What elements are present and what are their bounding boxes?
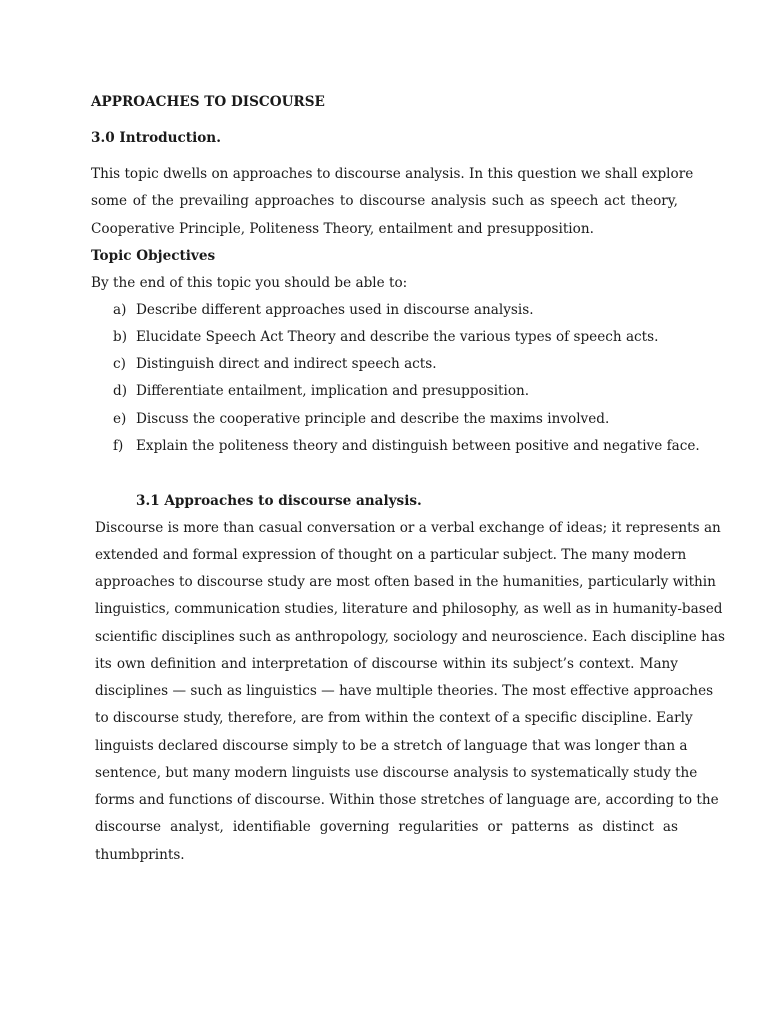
paragraph-line: thumbprints.: [95, 847, 185, 863]
list-marker: e): [113, 411, 127, 427]
list-item-text: Explain the politeness theory and distinguish between positive and negative face.: [136, 438, 700, 454]
intro-line-1: This topic dwells on approaches to discourse analysis. In this question we shall explore: [91, 166, 694, 182]
list-item-text: Distinguish direct and indirect speech acts.: [136, 356, 437, 372]
list-marker: a): [113, 302, 127, 318]
section-heading: 3.1 Approaches to discourse analysis.: [136, 493, 422, 509]
document-title: APPROACHES TO DISCOURSE: [91, 94, 325, 110]
paragraph-line: forms and functions of discourse. Within those stretches of language are, according to the: [95, 792, 719, 808]
paragraph-line: extended and formal expression of thought on a particular subject. The many modern: [95, 547, 687, 563]
paragraph-line: approaches to discourse study are most often based in the humanities, particularly within: [95, 574, 716, 590]
list-item-text: Differentiate entailment, implication and presupposition.: [136, 383, 530, 399]
list-marker: b): [113, 329, 128, 345]
paragraph-line: to discourse study, therefore, are from within the context of a specific discipline. Early: [95, 710, 693, 726]
list-marker: c): [113, 356, 126, 372]
paragraph-line: sentence, but many modern linguists use discourse analysis to systematically study the: [95, 765, 698, 781]
paragraph-line: linguists declared discourse simply to be a stretch of language that was longer than a: [95, 738, 688, 754]
paragraph-line: disciplines — such as linguistics — have multiple theories. The most effective approaches: [95, 683, 714, 699]
list-item-text: Discuss the cooperative principle and describe the maxims involved.: [136, 411, 610, 427]
intro-line-2: some of the prevailing approaches to discourse analysis such as speech act theory,: [91, 193, 678, 209]
list-marker: f): [113, 438, 124, 454]
paragraph-line: scientific disciplines such as anthropology, sociology and neuroscience. Each discipline has: [95, 629, 725, 645]
objectives-lead: By the end of this topic you should be able to:: [91, 275, 408, 291]
paragraph-line: discourse analyst, identifiable governing regularities or patterns as distinct as: [95, 819, 678, 835]
intro-heading: 3.0 Introduction.: [91, 130, 221, 146]
paragraph-line: linguistics, communication studies, literature and philosophy, as well as in humanity-based: [95, 601, 723, 617]
list-item-text: Elucidate Speech Act Theory and describe the various types of speech acts.: [136, 329, 659, 345]
paragraph-line: Discourse is more than casual conversation or a verbal exchange of ideas; it represents an: [95, 520, 721, 536]
objectives-heading: Topic Objectives: [91, 248, 216, 264]
list-marker: d): [113, 383, 128, 399]
list-item-text: Describe different approaches used in discourse analysis.: [136, 302, 534, 318]
intro-line-3: Cooperative Principle, Politeness Theory, entailment and presupposition.: [91, 221, 594, 237]
paragraph-line: its own definition and interpretation of discourse within its subject’s context. Many: [95, 656, 678, 672]
